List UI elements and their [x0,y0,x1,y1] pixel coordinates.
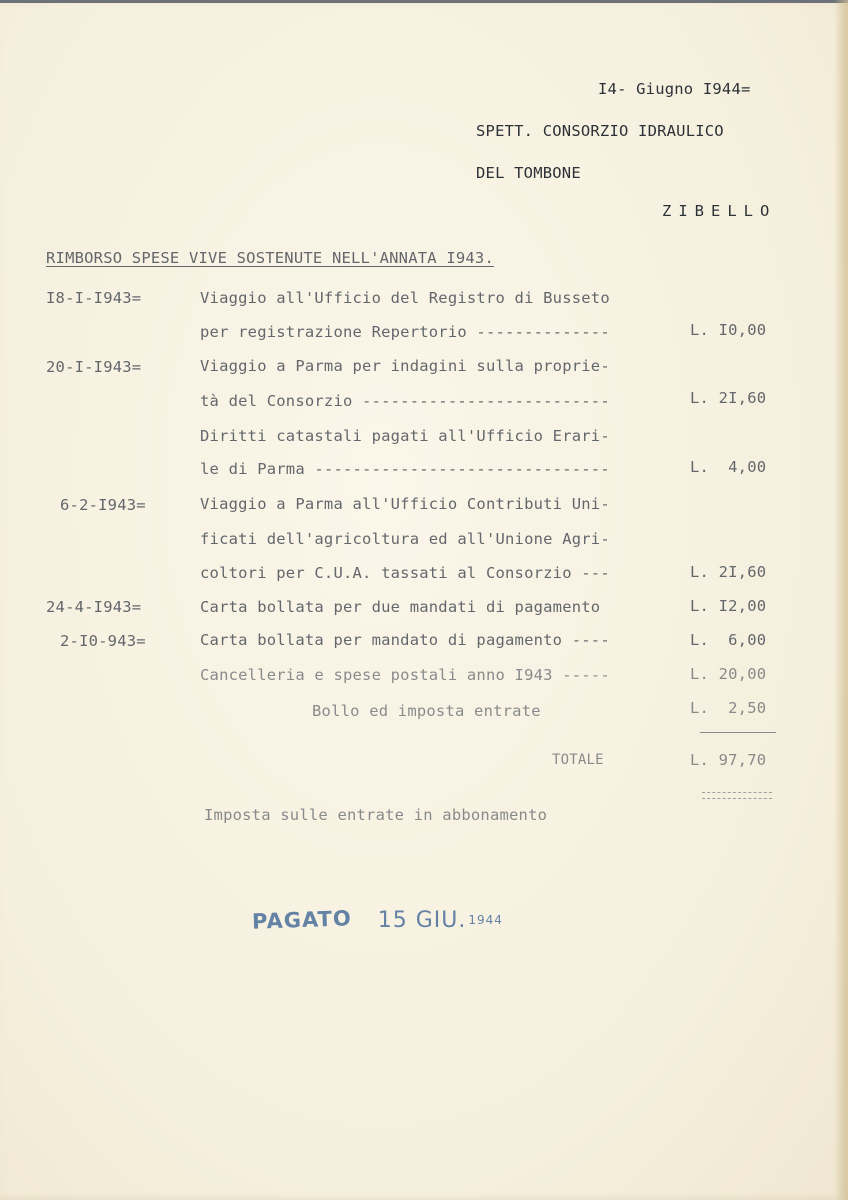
entry-description: Carta bollata per mandato di pagamento ---- [200,631,610,649]
entry-description: per registrazione Repertorio -------------- [200,323,610,341]
entry-description: Diritti catastali pagati all'Ufficio Erari- [200,427,610,445]
entry-date: 2-I0-943= [60,632,146,650]
entry-amount: L. I2,00 [690,597,767,615]
recipient-line-2: DEL TOMBONE [476,164,581,182]
entry-description: Viaggio all'Ufficio del Registro di Busseto [200,289,610,307]
document-title: RIMBORSO SPESE VIVE SOSTENUTE NELL'ANNATA I943. [46,249,494,267]
sum-rule [700,732,776,733]
entry-amount: L. 20,00 [690,665,767,683]
entry-description: Carta bollata per due mandati di pagamento [200,598,601,616]
entry-description: Bollo ed imposta entrate [312,702,541,720]
paper-edge [834,0,848,1200]
double-rule [702,792,772,799]
entry-date: 20-I-I943= [46,358,142,376]
letter-date: I4- Giugno I944= [598,80,751,98]
entry-description: Cancelleria e spese postali anno I943 ----- [200,666,610,684]
entry-amount: L. 4,00 [690,458,767,476]
footer-note: Imposta sulle entrate in abbonamento [204,806,548,824]
total-label: TOTALE [552,752,604,768]
entry-amount: L. 2I,60 [690,389,767,407]
entry-description: ficati dell'agricoltura ed all'Unione Agri- [200,530,610,548]
entry-description: Viaggio a Parma all'Ufficio Contributi Uni- [200,495,610,513]
entry-date: I8-I-I943= [46,289,142,307]
recipient-line-3: ZIBELLO [662,202,777,220]
entry-description: le di Parma ------------------------------- [200,460,610,478]
recipient-line-1: SPETT. CONSORZIO IDRAULICO [476,122,724,140]
stamp-word: PAGATO [251,906,353,934]
entry-amount: L. 6,00 [690,631,767,649]
entry-description: Viaggio a Parma per indagini sulla proprie- [200,357,610,375]
entry-amount: L. I0,00 [690,321,767,339]
paid-stamp [252,908,503,933]
entry-amount: L. 2I,60 [690,563,767,581]
scan-top-border [0,0,848,3]
entry-description: coltori per C.U.A. tassati al Consorzio --- [200,564,610,582]
entry-date: 6-2-I943= [60,496,146,514]
entry-date: 24-4-I943= [46,598,142,616]
total-amount: L. 97,70 [690,751,767,769]
entry-amount: L. 2,50 [690,699,767,717]
stamp-date: 15 GIU. [377,908,467,933]
entry-description: tà del Consorzio -------------------------- [200,392,610,410]
stamp-year: 1944 [468,913,503,927]
